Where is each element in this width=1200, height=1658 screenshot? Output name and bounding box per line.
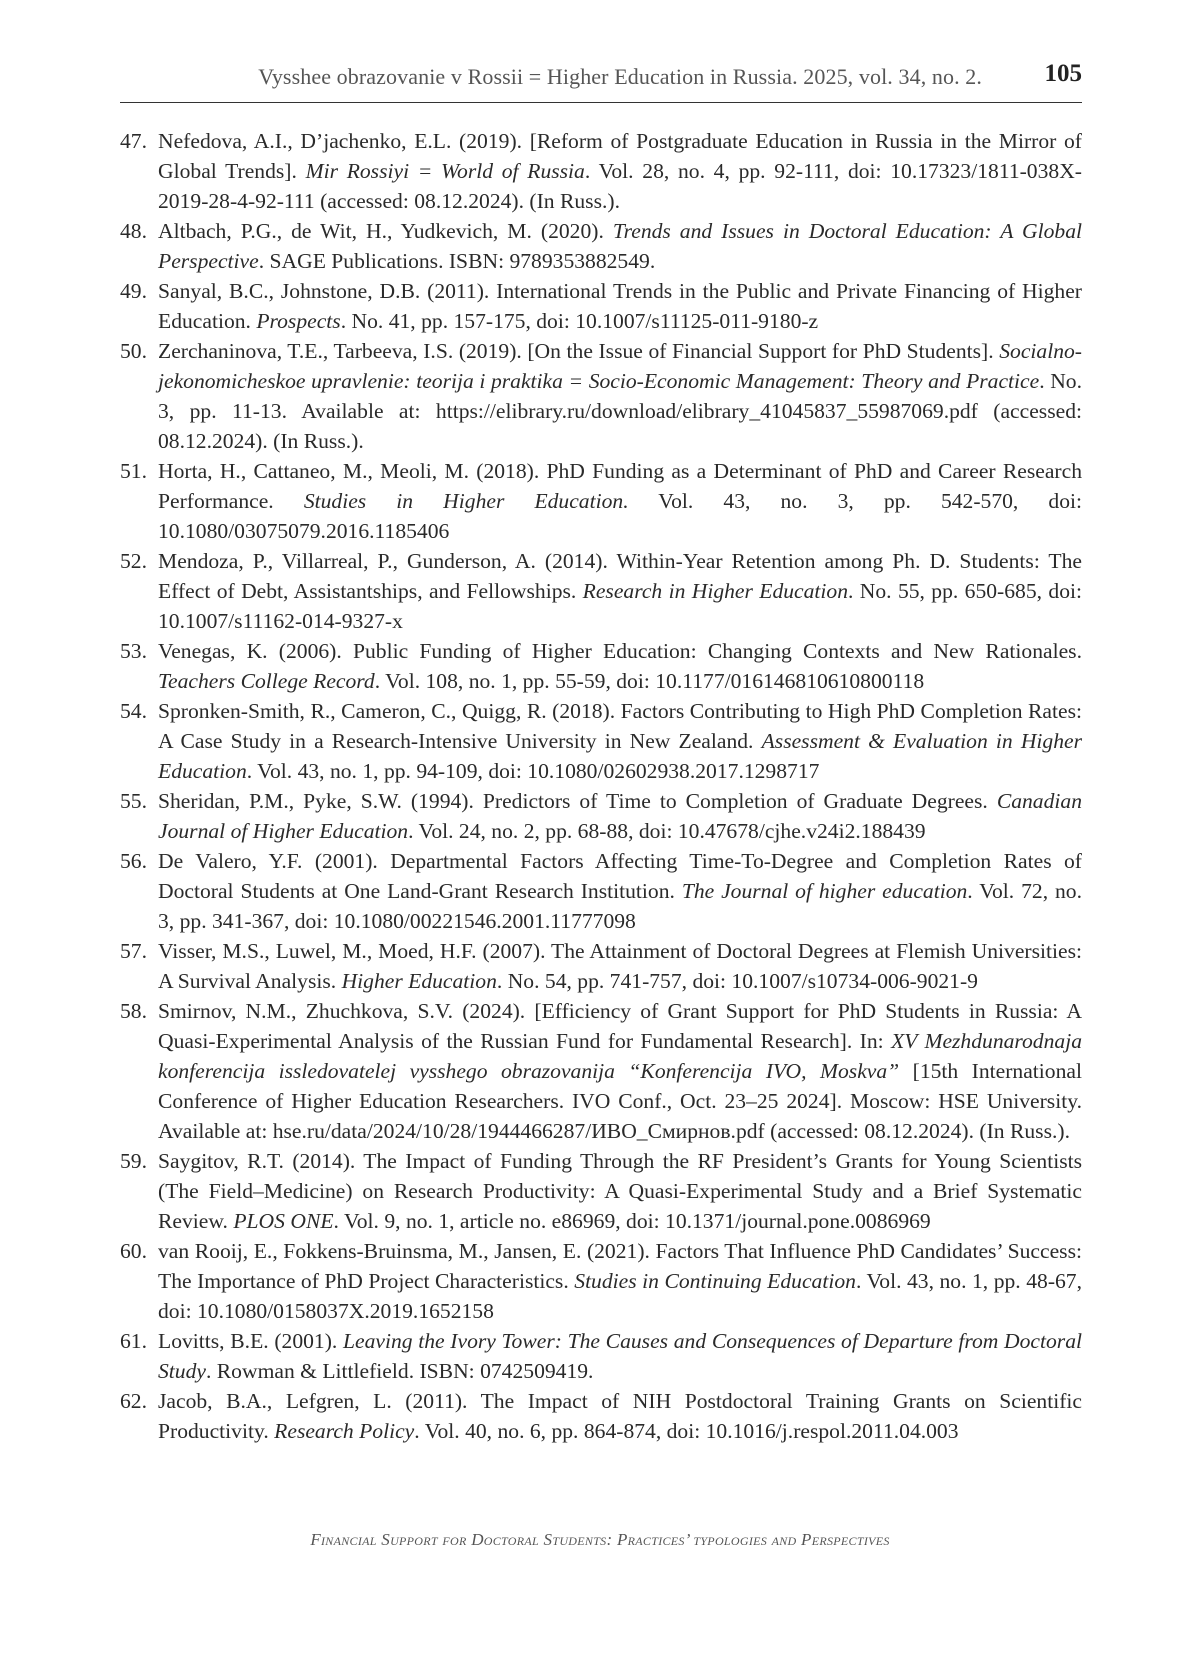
reference-number: 53. xyxy=(120,639,147,663)
reference-source: Leaving the Ivory Tower: The Causes and Consequences of Departure from Doctoral Study xyxy=(158,1329,1082,1383)
reference-details: . No. 54, pp. 741-757, doi: 10.1007/s10734-006-9021-9 xyxy=(496,969,978,993)
reference-text: Lovitts, B.E. (2001). xyxy=(158,1329,343,1353)
reference-text: Zerchaninova, T.E., Tarbeeva, I.S. (2019). [On the Issue of Financial Support for PhD Students]. xyxy=(158,339,1000,363)
reference-number: 52. xyxy=(120,549,147,573)
journal-title: Vysshee obrazovanie v Rossii = Higher Education in Russia. 2025, vol. 34, no. 2. xyxy=(258,64,982,89)
page-number: 105 xyxy=(1044,60,1082,87)
reference-source: Research Policy xyxy=(274,1419,415,1443)
reference-details: . No. 3, pp. 11-13. Available at: https://elibrary.ru/download/elibrary_41045837_55987069.pdf (accessed: 08.12.2024). (In Russ.). xyxy=(158,369,1082,453)
reference-number: 55. xyxy=(120,789,147,813)
reference-source: Trends and Issues in Doctoral Education: A Global Perspective xyxy=(158,219,1082,273)
running-footer: Financial Support for Doctoral Students: Practices’ typologies and Perspectives xyxy=(310,1530,890,1549)
reference-item xyxy=(120,696,1082,786)
reference-text: Nefedova, A.I., D’jachenko, E.L. (2019). [Reform of Postgraduate Education in Russia in the Mirror of Global Trends]. xyxy=(158,129,1082,183)
reference-number: 48. xyxy=(120,219,147,243)
reference-text: Mendoza, P., Villarreal, P., Gunderson, A. (2014). Within-Year Retention among Ph. D. Students: The Effect of Debt, Assistantships, and Fellowships. xyxy=(158,549,1082,603)
reference-source: Higher Education xyxy=(341,969,497,993)
reference-text: Saygitov, R.T. (2014). The Impact of Funding Through the RF President’s Grants for Young Scientists (The Field–Medicine) on Research Productivity: A Quasi-Experimental Study and a Brief Systematic Review. xyxy=(158,1149,1082,1233)
reference-number: 60. xyxy=(120,1239,147,1263)
reference-source: Canadian Journal of Higher Education xyxy=(158,789,1082,843)
reference-number: 56. xyxy=(120,849,147,873)
reference-source: Mir Rossiyi = World of Russia xyxy=(305,159,585,183)
reference-source: Prospects xyxy=(256,309,341,333)
reference-text: Sheridan, P.M., Pyke, S.W. (1994). Predictors of Time to Completion of Graduate Degrees. xyxy=(158,789,997,813)
reference-item xyxy=(120,216,1082,276)
reference-item xyxy=(120,1386,1082,1446)
reference-source: Studies in Continuing Education xyxy=(574,1269,856,1293)
reference-source: Teachers College Record xyxy=(158,669,375,693)
reference-text: Smirnov, N.M., Zhuchkova, S.V. (2024). [Efficiency of Grant Support for PhD Students in Russia: A Quasi-Experimental Analysis of the Russian Fund for Fundamental Research]. In: xyxy=(158,999,1082,1053)
reference-text: Spronken-Smith, R., Cameron, C., Quigg, R. (2018). Factors Contributing to High PhD Completion Rates: A Case Study in a Research-Intensive University in New Zealand. xyxy=(158,699,1082,753)
reference-item xyxy=(120,636,1082,696)
reference-number: 49. xyxy=(120,279,147,303)
reference-number: 47. xyxy=(120,129,147,153)
reference-details: . Vol. 24, no. 2, pp. 68-88, doi: 10.47678/cjhe.v24i2.188439 xyxy=(408,819,926,843)
reference-details: Vol. 43, no. 3, pp. 542-570, doi: 10.1080/03075079.2016.1185406 xyxy=(158,489,1083,543)
reference-details: . Rowman & Littlefield. ISBN: 0742509419. xyxy=(205,1359,594,1383)
reference-number: 50. xyxy=(120,339,147,363)
reference-source: XV Mezhdunarodnaja konferencija issledovatelej vysshego obrazovanija “Konferencija IVO, Moskva” xyxy=(158,1029,1082,1083)
reference-item xyxy=(120,996,1082,1146)
reference-source: Research in Higher Education xyxy=(582,579,849,603)
reference-item xyxy=(120,276,1082,336)
reference-number: 61. xyxy=(120,1329,147,1353)
reference-item xyxy=(120,846,1082,936)
reference-source: Studies in Higher Education. xyxy=(303,489,629,513)
reference-details: . Vol. 72, no. 3, pp. 341-367, doi: 10.1080/00221546.2001.11777098 xyxy=(158,879,1082,933)
reference-item xyxy=(120,1236,1082,1326)
reference-details: . Vol. 28, no. 4, pp. 92-111, doi: 10.17323/1811-038X-2019-28-4-92-111 (accessed: 08.12.2024). (In Russ.). xyxy=(158,159,1082,213)
reference-source: The Journal of higher education xyxy=(681,879,968,903)
reference-source: Assessment & Evaluation in Higher Education xyxy=(158,729,1082,783)
reference-number: 59. xyxy=(120,1149,147,1173)
reference-text: Jacob, B.A., Lefgren, L. (2011). The Impact of NIH Postdoctoral Training Grants on Scientific Productivity. xyxy=(158,1389,1082,1443)
reference-details: [15th International Conference of Higher Education Researchers. IVO Conf., Oct. 23–25 2024]. Moscow: HSE University. Available at: hse.ru/data/2024/10/28/1944466287/ИВО_Смирнов.pdf (accessed: 08.12.2024). (In Russ.). xyxy=(158,1059,1082,1143)
reference-details: . Vol. 40, no. 6, pp. 864-874, doi: 10.1016/j.respol.2011.04.003 xyxy=(414,1419,959,1443)
reference-source: Socialno-jekonomicheskoe upravlenie: teorija i praktika = Socio-Economic Management: Theory and Practice xyxy=(158,339,1082,393)
reference-number: 54. xyxy=(120,699,147,723)
reference-text: Altbach, P.G., de Wit, H., Yudkevich, M. (2020). xyxy=(158,219,613,243)
reference-details: . No. 41, pp. 157-175, doi: 10.1007/s11125-011-9180-z xyxy=(340,309,819,333)
reference-item xyxy=(120,1146,1082,1236)
reference-item xyxy=(120,786,1082,846)
reference-details: . No. 55, pp. 650-685, doi: 10.1007/s11162-014-9327-x xyxy=(158,579,1082,633)
page-header xyxy=(120,58,1082,103)
reference-number: 62. xyxy=(120,1389,147,1413)
reference-text: Visser, M.S., Luwel, M., Moed, H.F. (2007). The Attainment of Doctoral Degrees at Flemish Universities: A Survival Analysis. xyxy=(158,939,1082,993)
reference-item xyxy=(120,456,1082,546)
reference-details: . Vol. 108, no. 1, pp. 55-59, doi: 10.1177/016146810610800118 xyxy=(374,669,925,693)
reference-item xyxy=(120,546,1082,636)
reference-number: 57. xyxy=(120,939,147,963)
reference-list xyxy=(120,126,1082,1446)
reference-text: De Valero, Y.F. (2001). Departmental Factors Affecting Time-To-Degree and Completion Rates of Doctoral Students at One Land-Grant Research Institution. xyxy=(158,849,1082,903)
reference-item xyxy=(120,336,1082,456)
reference-number: 51. xyxy=(120,459,147,483)
reference-details: . SAGE Publications. ISBN: 9789353882549. xyxy=(258,249,656,273)
reference-text: Sanyal, B.C., Johnstone, D.B. (2011). International Trends in the Public and Private Financing of Higher Education. xyxy=(158,279,1082,333)
reference-source: PLOS ONE xyxy=(233,1209,334,1233)
reference-text: van Rooij, E., Fokkens-Bruinsma, M., Jansen, E. (2021). Factors That Influence PhD Candidates’ Success: The Importance of PhD Project Characteristics. xyxy=(158,1239,1082,1293)
reference-number: 58. xyxy=(120,999,147,1023)
reference-item xyxy=(120,126,1082,216)
reference-item xyxy=(120,936,1082,996)
reference-details: . Vol. 43, no. 1, pp. 94-109, doi: 10.1080/02602938.2017.1298717 xyxy=(246,759,820,783)
reference-text: Horta, H., Cattaneo, M., Meoli, M. (2018). PhD Funding as a Determinant of PhD and Career Research Performance. xyxy=(158,459,1082,513)
reference-details: . Vol. 43, no. 1, pp. 48-67, doi: 10.1080/0158037X.2019.1652158 xyxy=(158,1269,1083,1323)
reference-item xyxy=(120,1326,1082,1386)
reference-text: Venegas, K. (2006). Public Funding of Higher Education: Changing Contexts and New Rationales. xyxy=(158,639,1082,663)
reference-details: . Vol. 9, no. 1, article no. e86969, doi: 10.1371/journal.pone.0086969 xyxy=(333,1209,931,1233)
